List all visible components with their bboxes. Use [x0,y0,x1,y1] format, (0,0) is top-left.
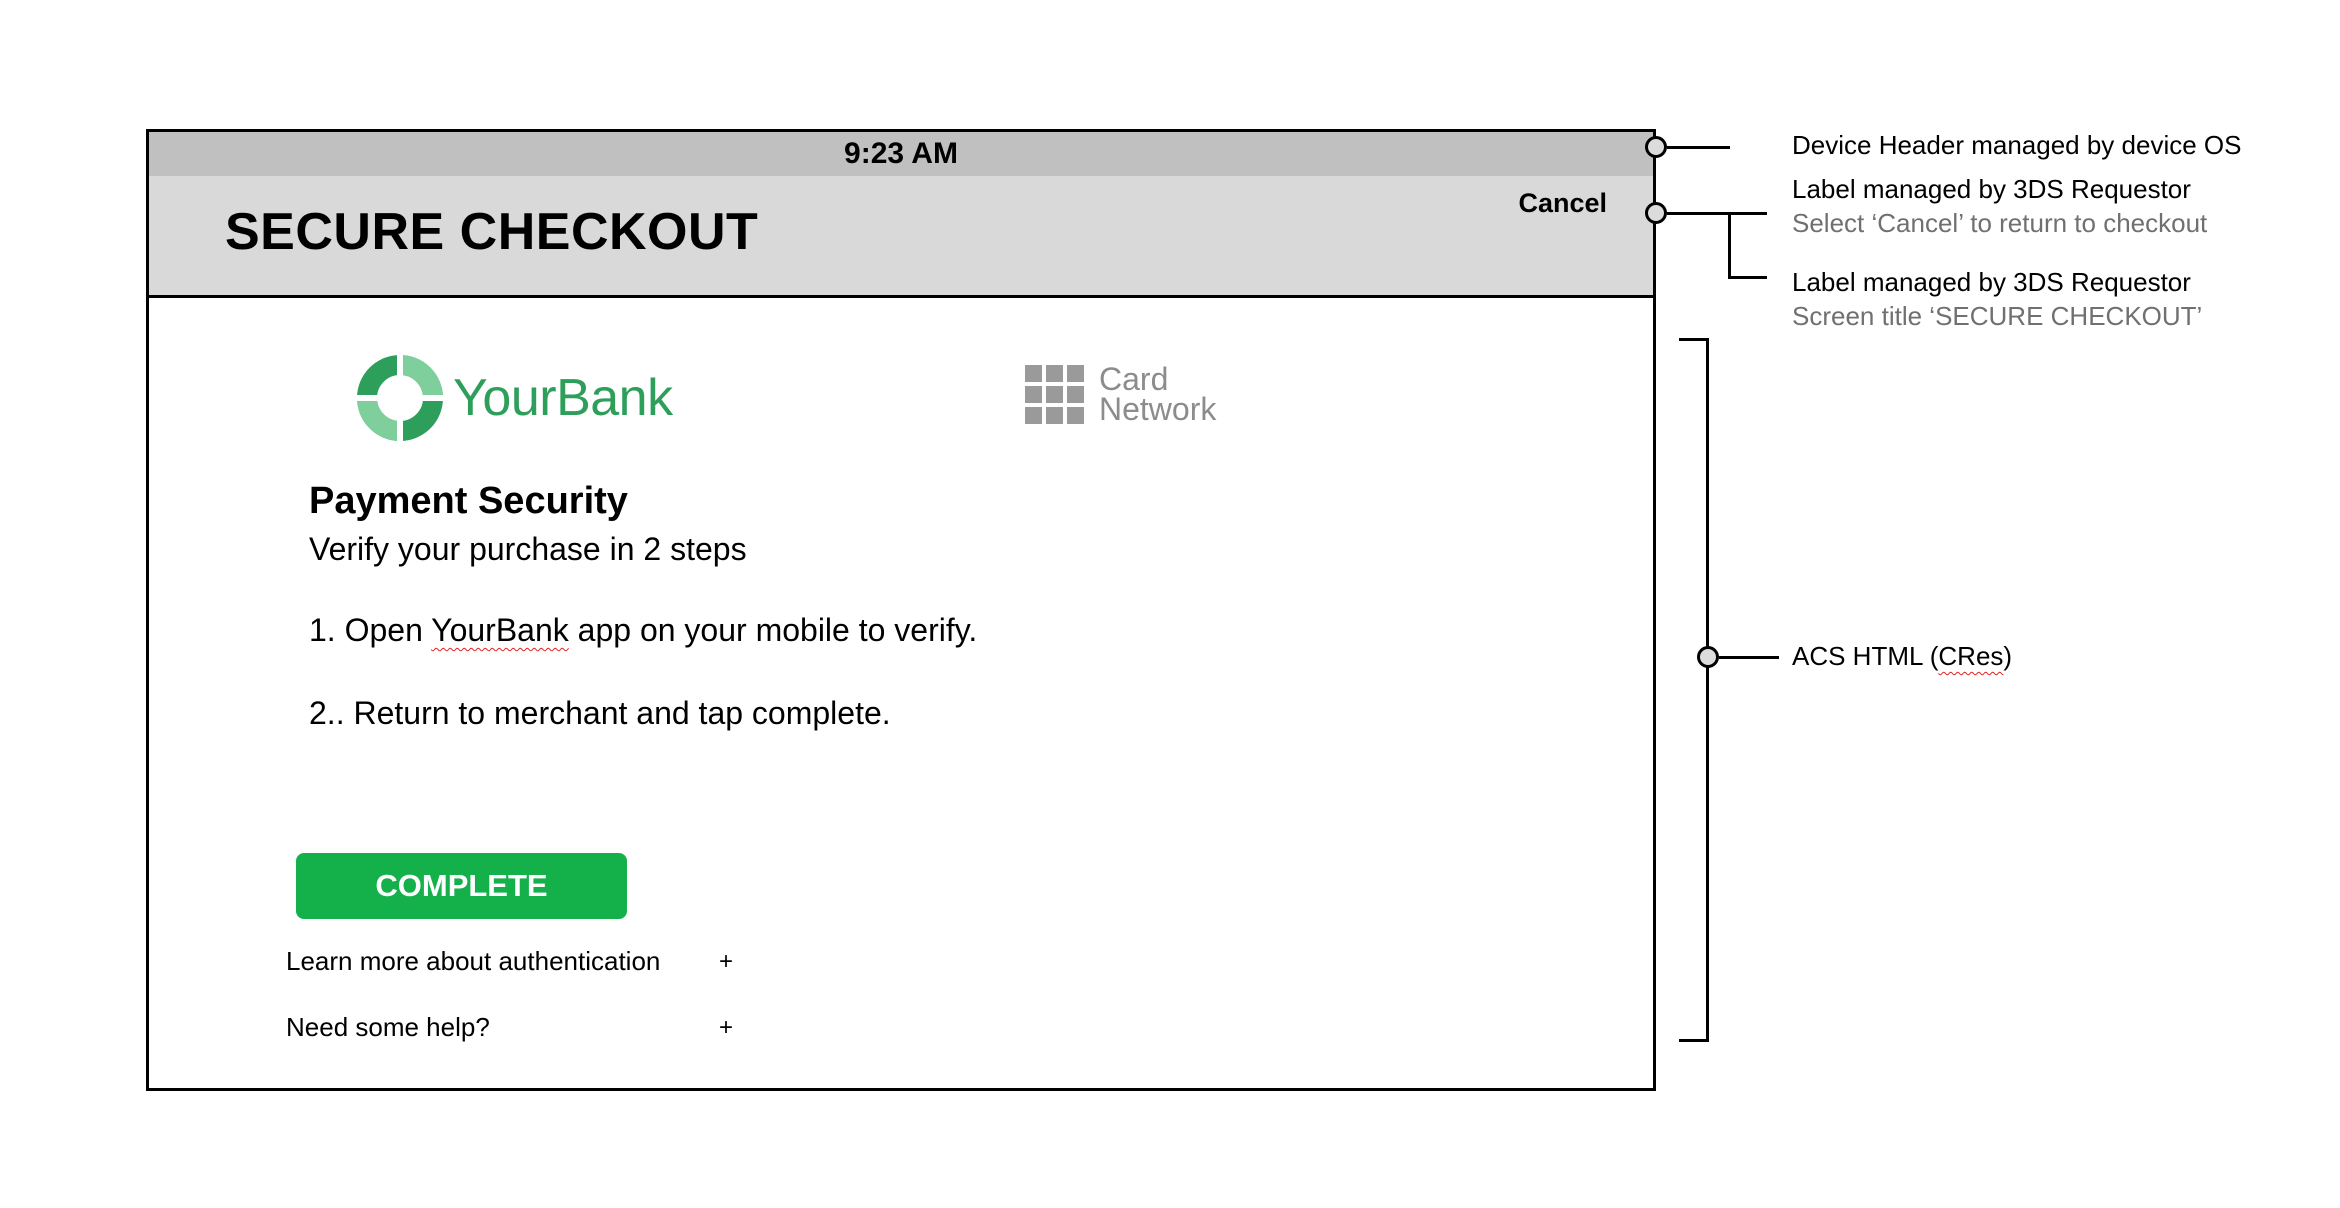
callout-line-requestor [1667,212,1767,215]
annotation-device-header: Device Header managed by device OS [1792,130,2242,160]
callout-dot-device-header [1645,136,1667,158]
complete-button[interactable]: COMPLETE [296,853,627,919]
plus-icon[interactable]: + [718,947,733,975]
bank-name: YourBank [453,369,673,427]
step-2-text: 2.. Return to merchant and tap complete. [309,695,891,731]
callout-line-title [1728,276,1767,279]
need-help-expander[interactable] [286,1012,736,1043]
annotation-label-requestor-1: Label managed by 3DS Requestor [1792,174,2191,204]
callout-dot-acs [1697,646,1719,668]
card-network-name: Card Network [1099,361,1217,427]
device-status-bar [149,132,1653,178]
annotation-cancel-note: Select ‘Cancel’ to return to checkout [1792,208,2208,238]
need-help-label: Need some help? [286,1012,490,1042]
callout-line-acs [1719,656,1779,659]
callout-branch-requestor [1728,212,1731,279]
card-network-logo [1025,361,1217,427]
cancel-button[interactable]: Cancel [1518,188,1607,218]
bank-logo [355,353,673,443]
annotation-label-requestor-2: Label managed by 3DS Requestor [1792,267,2191,297]
plus-icon[interactable]: + [718,1013,733,1041]
bank-logo-icon [355,353,445,443]
bracket-bottom [1679,1039,1709,1042]
bracket-top [1679,338,1709,341]
card-network-grid-icon [1025,365,1084,424]
payment-security-heading: Payment Security [309,480,628,522]
bracket-spine [1706,338,1709,1042]
payment-security-subheading: Verify your purchase in 2 steps [309,531,747,567]
screen-title: SECURE CHECKOUT [225,203,759,261]
device-frame [146,129,1656,1091]
step-1-text: 1. Open YourBank app on your mobile to verify. [309,612,978,648]
annotation-title-note: Screen title ‘SECURE CHECKOUT’ [1792,301,2203,331]
acs-content [149,298,1653,1088]
requestor-header [149,176,1653,298]
learn-more-label: Learn more about authentication [286,946,661,976]
status-time: 9:23 AM [844,137,958,170]
learn-more-expander[interactable] [286,946,736,977]
callout-line-device-header [1667,146,1730,149]
callout-dot-requestor [1645,202,1667,224]
annotation-acs-html: ACS HTML (CRes) [1792,641,2013,671]
